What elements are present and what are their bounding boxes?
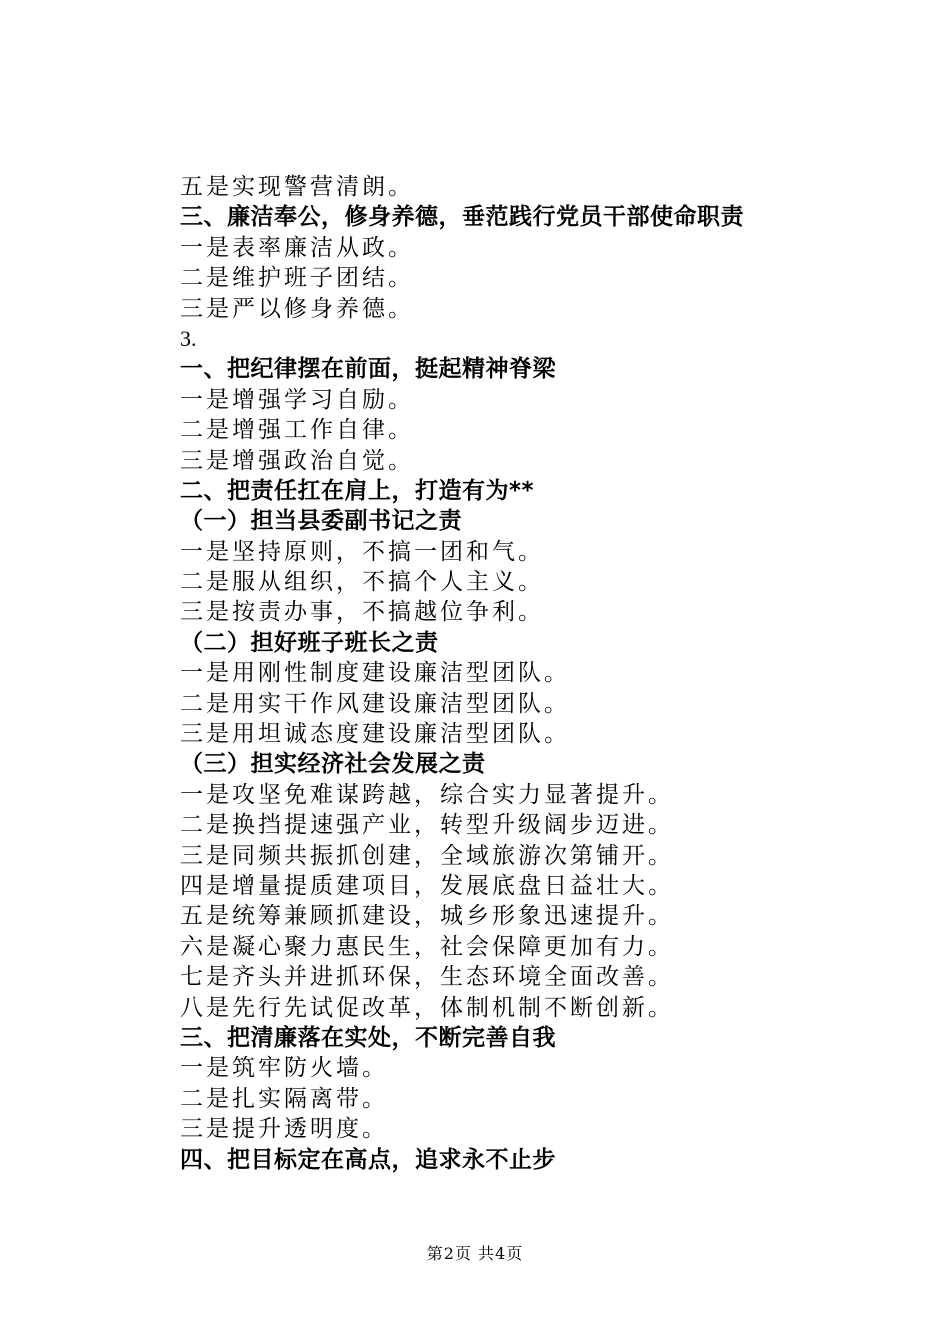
body-line: 二是服从组织，不搞个人主义。 (180, 569, 544, 596)
body-line: 四是增量提质建项目，发展底盘日益壮大。 (180, 872, 674, 899)
body-line: 五是统筹兼顾抓建设，城乡形象迅速提升。 (180, 903, 674, 930)
body-line: 一是攻坚免难谋跨越，综合实力显著提升。 (180, 781, 674, 808)
body-line: 一是表率廉洁从政。 (180, 234, 414, 261)
page-footer: 第2页 共4页 (426, 1244, 524, 1263)
body-line: 三是同频共振抓创建，全域旅游次第铺开。 (180, 842, 674, 869)
body-line: 一是用刚性制度建设廉洁型团队。 (180, 660, 570, 687)
body-line: 八是先行先试促改革，体制机制不断创新。 (180, 994, 674, 1021)
section-heading: 三、把清廉落在实处，不断完善自我 (180, 1024, 556, 1051)
body-line: 一是筑牢防火墙。 (180, 1055, 388, 1082)
body-line: 二是维护班子团结。 (180, 265, 414, 292)
body-line: 二是换挡提速强产业，转型升级阔步迈进。 (180, 812, 674, 839)
body-line: 六是凝心聚力惠民生，社会保障更加有力。 (180, 933, 674, 960)
body-line: 二是扎实隔离带。 (180, 1085, 388, 1112)
body-line: 三是提升透明度。 (180, 1116, 388, 1143)
section-heading: 二、把责任扛在肩上，打造有为** (180, 477, 535, 504)
body-line: 三是严以修身养德。 (180, 295, 414, 322)
section-number: 3. (180, 325, 197, 351)
body-line: 三是用坦诚态度建设廉洁型团队。 (180, 721, 570, 748)
body-line: 二是用实干作风建设廉洁型团队。 (180, 690, 570, 717)
body-line: 三是按责办事，不搞越位争利。 (180, 599, 544, 626)
body-line: 七是齐头并进抓环保，生态环境全面改善。 (180, 964, 674, 991)
body-line: 一是增强学习自励。 (180, 386, 414, 413)
body-line: 二是增强工作自律。 (180, 417, 414, 444)
section-heading: （二）担好班子班长之责 (180, 629, 439, 656)
body-line: 一是坚持原则，不搞一团和气。 (180, 538, 544, 565)
section-heading: 四、把目标定在高点，追求永不止步 (180, 1146, 556, 1173)
section-heading: 一、把纪律摆在前面，挺起精神脊梁 (180, 356, 556, 383)
document-body (180, 172, 880, 1175)
body-line: 三是增强政治自觉。 (180, 447, 414, 474)
body-line: 五是实现警营清朗。 (180, 174, 414, 200)
section-heading: （三）担实经济社会发展之责 (180, 751, 486, 778)
section-heading: 三、廉洁奉公，修身养德，垂范践行党员干部使命职责 (180, 204, 744, 231)
section-heading: （一）担当县委副书记之责 (180, 508, 462, 535)
